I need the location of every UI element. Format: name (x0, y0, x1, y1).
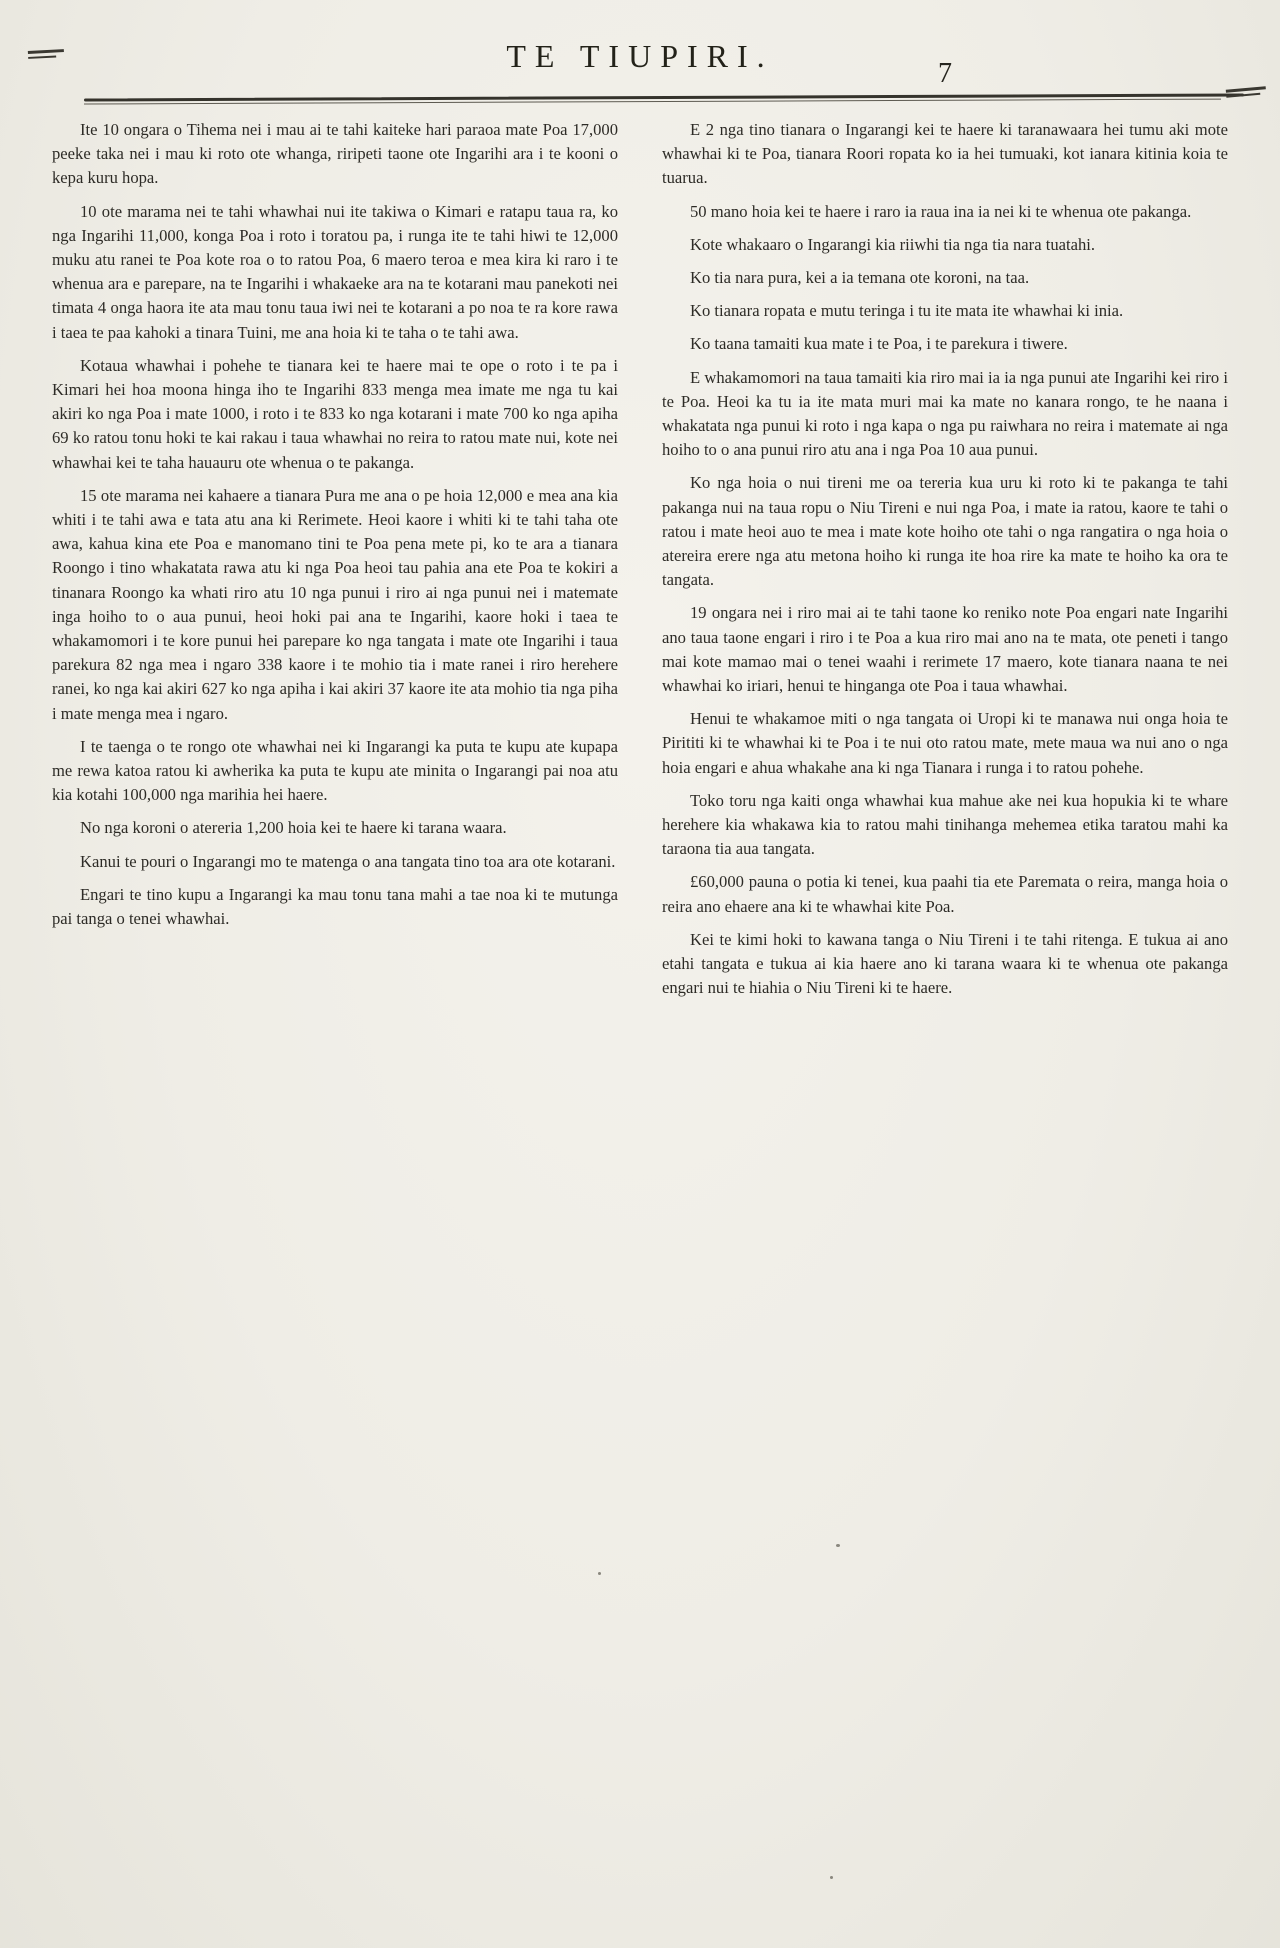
article-paragraph: Ite 10 ongara o Tihema nei i mau ai te tahi kaiteke hari paraoa mate Poa 17,000 peeke taka nei i mau ki roto ote whanga, riripeti taone ote Ingarihi ara i te kooni o kepa kuru hopa. (52, 120, 618, 188)
article-paragraph: 10 ote marama nei te tahi whawhai nui ite takiwa o Kimari e ratapu taua ra, ko nga Ingarihi 11,000, konga Poa i roto i toratou pa, i runga ite te tahi hiwi te 12,000 muku atu ranei te Poa kote roa o to ratou Poa, 6 maero teroa e mea kira ki raro i te whenua ara e parepare, na te Ingarihi i whakaeke ara na te kotarani mau panekoti nei timata 4 onga haora ite ata mau tonu taua iwi nei te kotarani a po noa te ra kore rawa i taea te paa kahoki a tinara Tuini, me ana hoia ki te taha o te tahi awa. (52, 201, 618, 342)
article-paragraph: Kotaua whawhai i pohehe te tianara kei te haere mai te ope o roto i te pa i Kimari hei hoa moona hinga iho te Ingarihi 833 menga mea imate me nga tu kai akiri ko nga Poa i mate 1000, i roto i te 833 ko nga kotarani i mate 700 ko nga apiha 69 ko ratou tonu hoki te kai rakau i taua whawhai no reira to ratou mate nui, kote nei whawhai kei te taha hauauru ote whenua o te pakanga. (52, 355, 618, 472)
article-paragraph: Toko toru nga kaiti onga whawhai kua mahue ake nei kua hopukia ki te whare herehere kia whakawa kia to ratou mahi tinihanga mehemea etika taratou mahi ka taraona tia aua tangata. (662, 790, 1228, 859)
page-number: 7 (938, 58, 952, 89)
article-paragraph: 19 ongara nei i riro mai ai te tahi taone ko reniko note Poa engari nate Ingarihi ano taua taone engari i riro i te Poa a kua riro mai ano na te mata, ote peneti i tango mai kote mamao mai o tenei waahi i rerimete 17 maero, kote tianara naana te nei whawhai ko iriari, henui te hinganga ote Poa i taua whawhai. (662, 603, 1228, 696)
left-column (52, 118, 618, 1010)
article-paragraph: Kote whakaaro o Ingarangi kia riiwhi tia nga tia nara tuatahi. (690, 234, 1096, 254)
article-paragraph: Ko tia nara pura, kei a ia temana ote koroni, na taa. (690, 268, 1030, 288)
article-paragraph: £60,000 pauna o potia ki tenei, kua paahi tia ete Paremata o reira, manga hoia o reira ano ehaere ana ki te whawhai kite Poa. (662, 872, 1228, 916)
scan-speck (598, 1572, 601, 1575)
scan-speck (836, 1544, 840, 1547)
article-paragraph: Kei te kimi hoki to kawana tanga o Niu Tireni i te tahi ritenga. E tukua ai ano etahi tangata e tukua ai kia haere ano ki tarana waara ki te whenua ote pakanga engari nui te hiahia o Niu Tireni ki te haere. (662, 929, 1228, 998)
page-title: TE TIUPIRI. (506, 38, 774, 74)
scan-speck (830, 1876, 833, 1879)
article-paragraph: Engari te tino kupu a Ingarangi ka mau tonu tana mahi a tae noa ki te mutunga pai tanga o tenei whawhai. (52, 884, 618, 929)
article-paragraph: Henui te whakamoe miti o nga tangata oi Uropi ki te manawa nui onga hoia te Pirititi ki te whawhai ki te Poa i te nui oto ratou mate, mete maua wa nui ano o nga hoia engari e ahua whakahe ana ki nga Tianara i runga i to ratou pohehe. (662, 709, 1228, 777)
right-column (662, 118, 1228, 1010)
article-paragraph: Ko tianara ropata e mutu teringa i tu ite mata ite whawhai ki inia. (690, 301, 1124, 321)
article-paragraph: I te taenga o te rongo ote whawhai nei ki Ingarangi ka puta te kupu ate kupapa me rewa katoa ratou ki awherika ka puta te kupu ate minita o Ingarangi pai noa atu kia kotahi 100,000 nga marihia hei haere. (52, 736, 618, 805)
article-paragraph: 15 ote marama nei kahaere a tianara Pura me ana o pe hoia 12,000 e mea ana kia whiti i te tahi awa e tata atu ana ki Rerimete. Heoi kaore i whiti ki te tahi taha ote awa, kahua kina ete Poa e manomano tini te Poa pena mete pi, ko te ara a tianara Roongo i tino whakatata rawa atu ki nga Poa heoi tau pahia ana ete Poa te kokiri a tinanara Roongo ka whati riro atu 10 nga punui i riro ai nga punui nei i matemate inga hoiho to o aua punui, heoi hoki pai ana te Ingarihi, kaore hoki i taea te whakamomori i te kore punui hei parepare ko nga tangata i mate ote Ingarihi i taua parekura 82 nga mea i ngaro 338 kaore i te mohio tia i mate ranei i riro herehere ranei, ko nga kai akiri 627 ko nga apiha i kai akiri 37 kaore ite ata mohio tia nga piha i mate menga mea i ngaro. (52, 485, 618, 723)
article-paragraph: Ko taana tamaiti kua mate i te Poa, i te parekura i tiwere. (690, 334, 1068, 354)
article-paragraph: Kanui te pouri o Ingarangi mo te matenga o ana tangata tino toa ara ote kotarani. (80, 851, 616, 871)
article-paragraph: 50 mano hoia kei te haere i raro ia raua ina ia nei ki te whenua ote pakanga. (690, 201, 1192, 221)
article-paragraph: E whakamomori na taua tamaiti kia riro mai ia ia nga punui ate Ingarihi kei riro i te Poa. Heoi ka tu ia ite mata muri mai ka mate no kanara rongo, te he naana i whakatata nga punui ki roto i nga kapa o nga pu raiwhara no reira i matemate ai nga hoiho to o ana punui riro atu ana i nga Poa 10 aua punui. (662, 367, 1228, 460)
article-paragraph: E 2 nga tino tianara o Ingarangi kei te haere ki taranawaara hei tumu aki mote whawhai ki te Poa, tianara Roori ropata ko ia hei tumuaki, kot ianara kitinia koia te tuarua. (662, 120, 1228, 188)
right-margin-mark (1226, 86, 1267, 97)
article-columns (52, 118, 1228, 1010)
header-rule (84, 93, 1244, 105)
article-paragraph: No nga koroni o atereria 1,200 hoia kei te haere ki tarana waara. (80, 818, 507, 838)
article-paragraph: Ko nga hoia o nui tireni me oa tereria kua uru ki roto ki te pakanga te tahi pakanga nui na taua ropu o Niu Tireni e nui nga Poa, i mate ia ratou, kaore te tahi o ratou i mate heoi auo te mea i mate kote hoiho ote tahi o nga rangatira o nga hoia o atereira erere nga atu metona hoiho ki runga ite hoa rire ka mate te hoiho ka ora te tangata. (662, 473, 1228, 590)
